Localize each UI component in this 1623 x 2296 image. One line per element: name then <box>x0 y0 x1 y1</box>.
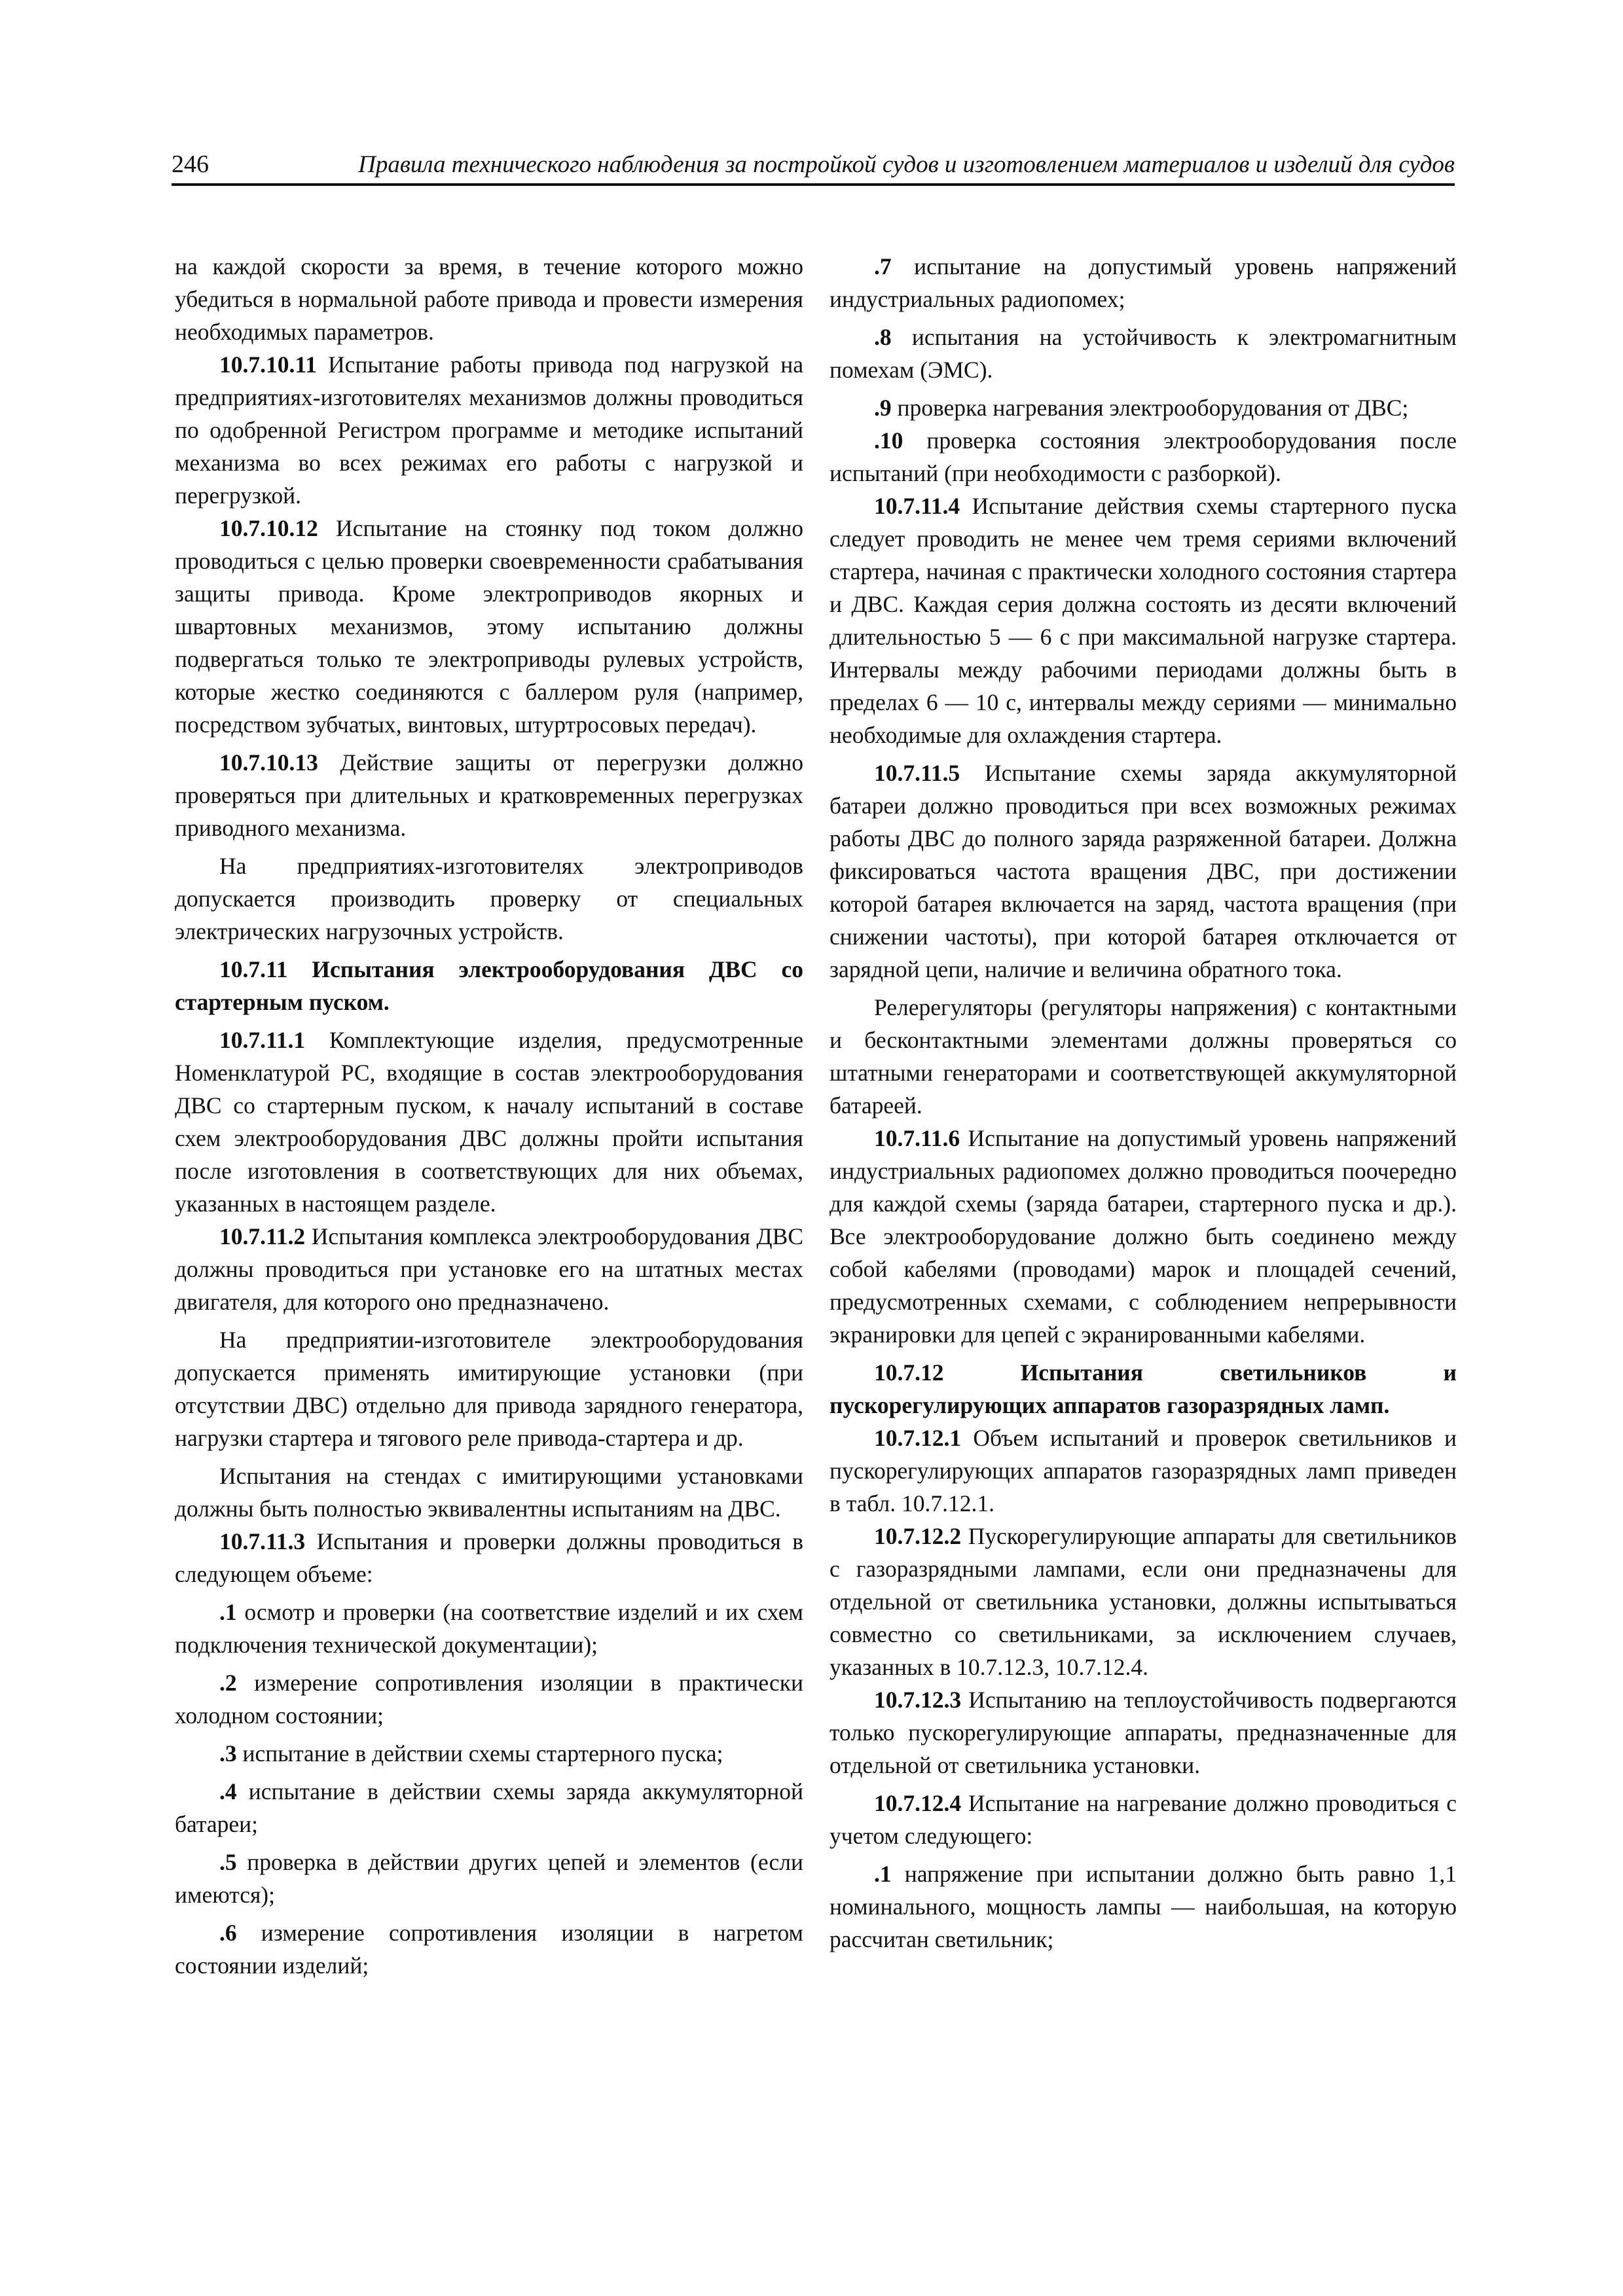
clause-number: 10.7.10.12 <box>219 515 318 541</box>
item-text: испытание в действии схемы стартерного пуска; <box>236 1740 723 1767</box>
clause-number: 10.7.10.11 <box>219 351 317 378</box>
paragraph <box>175 1024 803 1220</box>
clause-number: 10.7.11.2 <box>219 1223 306 1249</box>
item-number: .4 <box>219 1778 237 1804</box>
clause-text: Объем испытаний и проверок светильников и пускорегулирующих аппаратов газоразрядных ламп приведен в табл. 10.7.12.1. <box>830 1425 1457 1516</box>
item-number: .1 <box>874 1861 892 1887</box>
section-heading: 10.7.11 Испытания электрооборудования ДВС со стартерным пуском. <box>175 956 803 1015</box>
clause-text: Испытания и проверки должны проводиться в следующем объеме: <box>175 1528 803 1587</box>
clause-number: 10.7.11.4 <box>874 493 960 519</box>
clause-text: Испытание работы привода под нагрузкой на предприятиях-изготовителях механизмов должны проводиться по одобренной Регистром программе и методике испытаний механизма во всех режимах его работы с нагрузкой и перегрузкой. <box>175 351 803 509</box>
clause-text: Испытание на допустимый уровень напряжений индустриальных радиопомех должно проводиться поочередно для каждой схемы (заряда батареи, стартерного пуска и др.). Все электрооборудование должно быть соединено между собой кабелями (проводами) марок и площадей сечений, предусмотренных схемами, с соблюдением непрерывности экранировки для цепей с экранированными кабелями. <box>830 1125 1457 1348</box>
clause-text: Испытанию на теплоустойчивость подвергаются только пускорегулирующие аппараты, предназначенные для отдельной от светильника установки. <box>830 1687 1457 1778</box>
item-number: .10 <box>874 427 903 454</box>
list-item <box>175 1846 803 1911</box>
clause-number: 10.7.12.3 <box>874 1687 962 1713</box>
paragraph <box>175 1525 803 1590</box>
clause-number: 10.7.11.1 <box>219 1027 306 1053</box>
clause-number: 10.7.11.6 <box>874 1125 960 1151</box>
item-text: осмотр и проверки (на соответствие изделий и их схем подключения технической документации); <box>175 1599 803 1658</box>
list-item <box>830 1857 1457 1956</box>
item-number: .1 <box>219 1599 237 1625</box>
list-item <box>175 1916 803 1982</box>
paragraph <box>830 1520 1457 1683</box>
paragraph: Испытания на стендах с имитирующими установками должны быть полностью эквивалентны испытаниям на ДВС. <box>175 1463 803 1522</box>
clause-text: Испытание схемы заряда аккумуляторной батареи должно проводиться при всех возможных режимах работы ДВС до полного заряда разряженной батареи. Должна фиксироваться частота вращения ДВС, при достижении которой батарея включается на заряд, частота вращения (при снижении частоты), при которой батарея отключается от зарядной цепи, наличие и величина обратного тока. <box>830 760 1457 982</box>
item-number: .9 <box>874 395 892 421</box>
right-column <box>830 250 1457 1956</box>
item-text: напряжение при испытании должно быть равно 1,1 номинального, мощность лампы — наибольшая, на которую рассчитан светильник; <box>830 1861 1457 1952</box>
item-text: проверка в действии других цепей и элементов (если имеются); <box>175 1849 803 1908</box>
clause-text: Испытание на стоянку под током должно проводиться с целью проверки своевременности срабатывания защиты привода. Кроме электроприводов якорных и швартовных механизмов, этому испытанию должны подвергаться только те электроприводы рулевых устройств, которые жестко соединяются с баллером руля (например, посредством зубчатых, винтовых, штуртросовых передач). <box>175 515 803 738</box>
item-text: измерение сопротивления изоляции в практически холодном состоянии; <box>175 1670 803 1729</box>
clause-number: 10.7.11.3 <box>219 1528 306 1554</box>
page-number: 246 <box>172 151 209 178</box>
paragraph <box>830 1787 1457 1852</box>
item-text: испытание на допустимый уровень напряжений индустриальных радиопомех; <box>830 253 1457 312</box>
clause-text: Испытание действия схемы стартерного пуска следует проводить не менее чем тремя сериями включений стартера, начиная с практически холодного состояния стартера и ДВС. Каждая серия должна состоять из десяти включений длительностью 5 — 6 с при максимальной нагрузке стартера. Интервалы между рабочими периодами должны быть в пределах 6 — 10 с, интервалы между сериями — минимально необходимые для охлаждения стартера. <box>830 493 1457 748</box>
paragraph <box>175 1220 803 1318</box>
section-heading: 10.7.12 Испытания светильников и пускорегулирующих аппаратов газоразрядных ламп. <box>830 1359 1457 1418</box>
paragraph: на каждой скорости за время, в течение которого можно убедиться в нормальной работе привода и провести измерения необходимых параметров. <box>175 253 803 345</box>
clause-text: Испытания комплекса электрооборудования ДВС должны проводиться при установке его на штатных местах двигателя, для которого оно предназначено. <box>175 1223 803 1315</box>
paragraph <box>830 1683 1457 1782</box>
paragraph <box>830 757 1457 986</box>
paragraph: На предприятии-изготовителе электрооборудования допускается применять имитирующие установки (при отсутствии ДВС) отдельно для привода зарядного генератора, нагрузки стартера и тягового реле привода-стартера и др. <box>175 1327 803 1451</box>
list-item <box>830 250 1457 315</box>
list-item <box>175 1737 803 1770</box>
clause-text: Испытание на нагревание должно проводиться с учетом следующего: <box>830 1790 1457 1849</box>
clause-number: 10.7.11.5 <box>874 760 960 786</box>
paragraph: Релерегуляторы (регуляторы напряжения) с контактными и бесконтактными элементами должны проверяться со штатными генераторами и соответствующей аккумуляторной батареей. <box>830 994 1457 1119</box>
list-item <box>175 1775 803 1840</box>
item-text: проверка состояния электрооборудования после испытаний (при необходимости с разборкой). <box>830 427 1457 486</box>
running-title: Правила технического наблюдения за постройкой судов и изготовлением материалов и изделий для судов <box>358 151 1455 178</box>
clause-text: Пускорегулирующие аппараты для светильников с газоразрядными лампами, если они предназначены для отдельной от светильника установки, должны испытываться совместно со светильниками, за исключением случаев, указанных в 10.7.12.3, 10.7.12.4. <box>830 1523 1457 1680</box>
item-number: .6 <box>219 1920 237 1946</box>
clause-number: 10.7.12.1 <box>874 1425 962 1451</box>
clause-number: 10.7.12.4 <box>874 1790 962 1816</box>
item-number: .5 <box>219 1849 237 1875</box>
paragraph <box>830 490 1457 751</box>
paragraph: На предприятиях-изготовителях электроприводов допускается производить проверку от специальных электрических нагрузочных устройств. <box>175 853 803 944</box>
left-column <box>175 250 803 1982</box>
paragraph <box>175 746 803 844</box>
item-number: .2 <box>219 1670 237 1696</box>
item-text: измерение сопротивления изоляции в нагретом состоянии изделий; <box>175 1920 803 1979</box>
list-item <box>175 1596 803 1661</box>
list-item <box>175 1666 803 1732</box>
item-text: проверка нагревания электрооборудования от ДВС; <box>891 395 1409 421</box>
list-item <box>830 391 1457 424</box>
item-number: .3 <box>219 1740 237 1767</box>
paragraph <box>830 1422 1457 1520</box>
paragraph <box>175 512 803 741</box>
running-header <box>172 145 1455 186</box>
list-item <box>830 424 1457 490</box>
clause-text: Комплектующие изделия, предусмотренные Номенклатурой РС, входящие в состав электрооборудования ДВС со стартерным пуском, к началу испытаний в составе схем электрооборудования ДВС должны пройти испытания после изготовления в соответствующих для них объемах, указанных в настоящем разделе. <box>175 1027 803 1217</box>
item-number: .7 <box>874 253 892 279</box>
list-item <box>830 321 1457 386</box>
paragraph <box>830 1122 1457 1351</box>
item-number: .8 <box>874 324 892 350</box>
clause-number: 10.7.12.2 <box>874 1523 962 1549</box>
paragraph <box>175 348 803 512</box>
clause-text: Действие защиты от перегрузки должно проверяться при длительных и кратковременных перегрузках приводного механизма. <box>175 749 803 841</box>
clause-number: 10.7.10.13 <box>219 749 318 776</box>
item-text: испытание в действии схемы заряда аккумуляторной батареи; <box>175 1778 803 1837</box>
item-text: испытания на устойчивость к электромагнитным помехам (ЭМС). <box>830 324 1457 383</box>
